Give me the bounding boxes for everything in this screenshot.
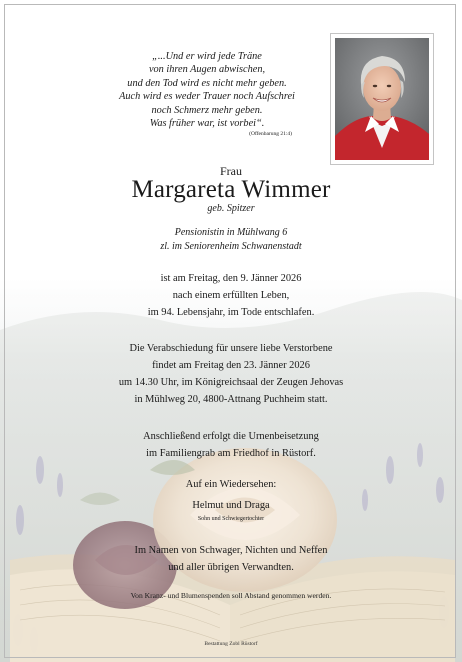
farewell-line: um 14.30 Uhr, im Königreichsaal der Zeugen Jehovas bbox=[118, 377, 344, 388]
verse-line: Was früher war, ist vorbei“. bbox=[149, 118, 265, 130]
farewell-details bbox=[0, 340, 462, 408]
salutation: Frau bbox=[220, 164, 242, 178]
mourners-title: Auf ein Wiedersehen: bbox=[185, 479, 277, 490]
death-notice-line: im 94. Lebensjahr, im Tode entschlafen. bbox=[147, 307, 315, 318]
farewell-line: Die Verabschiedung für unsere liebe Verstorbene bbox=[129, 343, 333, 354]
death-notice bbox=[0, 270, 462, 321]
urn-burial bbox=[0, 428, 462, 462]
urn-line: im Familiengrab am Friedhof in Rüstorf. bbox=[146, 448, 316, 459]
birth-name: geb. Spitzer bbox=[207, 203, 255, 214]
portrait-photo bbox=[335, 38, 429, 160]
occupation-line: Pensionistin in Mühlwang 6 bbox=[174, 227, 288, 238]
verse-line: und den Tod wird es nicht mehr geben. bbox=[127, 77, 287, 89]
verse-line: „...Und er wird jede Träne bbox=[152, 51, 262, 62]
relatives-line: Im Namen von Schwager, Nichten und Neffen bbox=[134, 545, 328, 556]
mourners-names: Helmut und Draga bbox=[192, 500, 270, 511]
portrait-photo-frame bbox=[330, 33, 434, 165]
relatives bbox=[0, 542, 462, 576]
occupation-line: zl. im Seniorenheim Schwanenstadt bbox=[160, 241, 302, 252]
deceased-name: Margareta Wimmer bbox=[131, 176, 331, 203]
occupation bbox=[0, 226, 462, 254]
death-notice-line: nach einem erfüllten Leben, bbox=[172, 290, 290, 301]
undertaker-credit: Bestattung Zobl Rüstorf bbox=[204, 641, 258, 647]
flower-donation-note: Von Kranz- und Blumenspenden soll Abstand genommen werden. bbox=[130, 591, 332, 600]
farewell-line: findet am Freitag den 23. Jänner 2026 bbox=[152, 360, 310, 371]
verse-line: Auch wird es weder Trauer noch Aufschrei bbox=[119, 91, 295, 103]
verse-line: von ihren Augen abwischen, bbox=[148, 64, 266, 76]
relatives-line: und aller übrigen Verwandten. bbox=[168, 562, 294, 573]
farewell-line: in Mühlweg 20, 4800-Attnang Puchheim statt. bbox=[134, 394, 328, 405]
urn-line: Anschließend erfolgt die Urnenbeisetzung bbox=[143, 431, 319, 442]
verse-line: noch Schmerz mehr geben. bbox=[151, 104, 263, 116]
verse-source: (Offenbarung 21:4) bbox=[249, 131, 292, 138]
mourners-relation: Sohn und Schwiegertochter bbox=[197, 516, 265, 522]
bible-verse bbox=[100, 50, 314, 138]
death-notice-line: ist am Freitag, den 9. Jänner 2026 bbox=[160, 273, 302, 284]
